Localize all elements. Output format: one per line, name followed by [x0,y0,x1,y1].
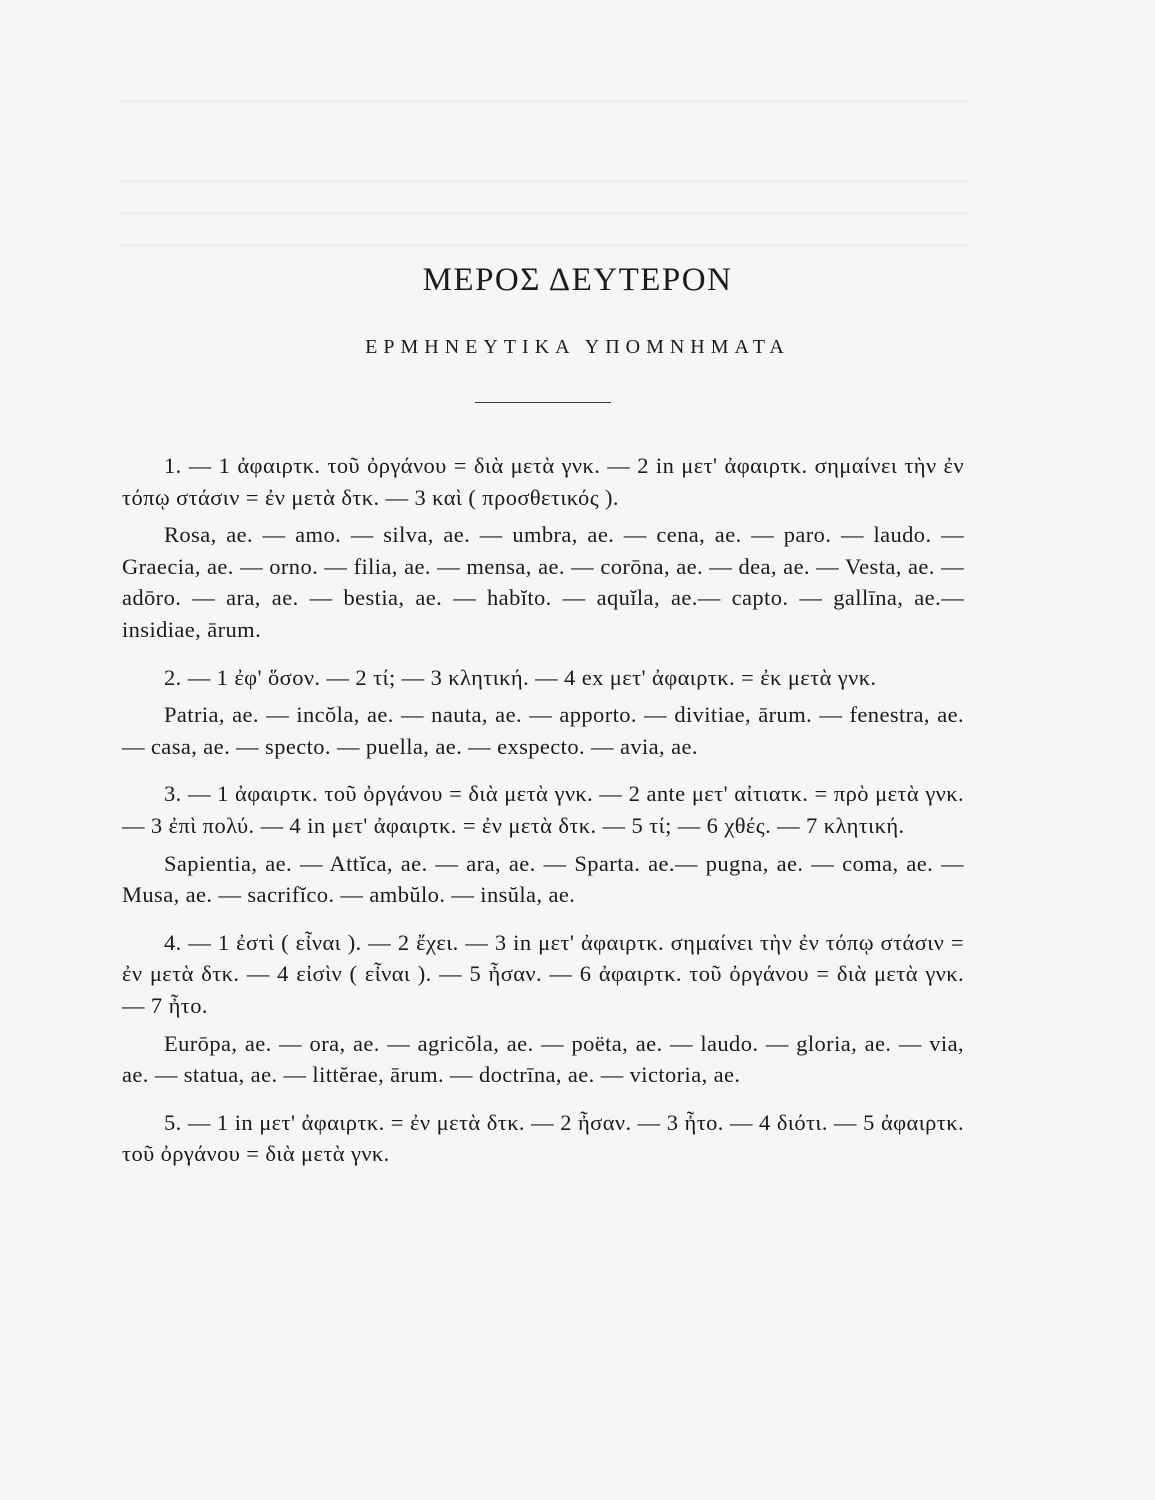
bleed-through-line [120,212,970,214]
lesson-notes-text: — 1 ἀφαιρτκ. τοῦ ὀργάνου = διὰ μετὰ γνκ. — 2 ante μετ' αἰτιατκ. = πρὸ μετὰ γνκ. — 3 ἐπὶ πολύ. — 4 in μετ' ἀφαιρτκ. = ἐν μετὰ δτκ. — 5 τί; — 6 χθές. — 7 κλητική. [122,781,964,838]
lesson-notes [122,778,964,841]
section-title: ΕΡΜΗΝΕΥΤΙΚΑ ΥΠΟΜΝΗΜΑΤΑ [365,336,790,358]
bleed-through-line [120,100,970,102]
lesson-number: 4. [164,929,182,955]
lesson-5 [122,1107,964,1170]
bleed-through-line [120,244,970,246]
lesson-vocabulary: Patria, ae. — incŏla, ae. — nauta, ae. — apporto. — divitiae, ārum. — fenestra, ae. — casa, ae. — specto. — puella, ae. — exspecto. — avia, ae. [122,702,964,759]
lesson-notes-text: — 1 ἐφ' ὅσον. — 2 τί; — 3 κλητική. — 4 ex μετ' ἀφαιρτκ. = ἐκ μετὰ γνκ. [187,664,877,690]
page-body [122,450,964,1176]
lesson-3 [122,778,964,910]
lesson-vocabulary: Sapientia, ae. — Attĭca, ae. — ara, ae. — Sparta. ae.— pugna, ae. — coma, ae. — Musa, ae. — sacrifĭco. — ambŭlo. — insŭla, ae. [122,850,964,908]
lesson-notes-text: — 1 ἀφαιρτκ. τοῦ ὀργάνου = διὰ μετὰ γνκ. — 2 in μετ' ἀφαιρτκ. σημαίνει τὴν ἐν τόπῳ στάσιν = ἐν μετὰ δτκ. — 3 καὶ ( προσθετικός ). [122,453,964,510]
part-title: ΜΕΡΟΣ ΔΕΥΤΕΡΟΝ [422,262,733,298]
lesson-notes [122,927,964,1022]
title-divider [475,402,611,403]
lesson-number: 3. [164,781,182,807]
lesson-notes [122,662,964,694]
lesson-number: 2. [164,664,182,690]
lesson-vocabulary: Rosa, ae. — amo. — silva, ae. — umbra, ae. — cena, ae. — paro. — laudo. — Graecia, ae. — orno. — filia, ae. — mensa, ae. — corōna, ae. — dea, ae. — Vesta, ae. — adōro. — ara, ae. — bestia, ae. — habĭto. — aquĭla, ae.— capto. — gallīna, ae.— insidiae, ārum. [122,522,964,642]
lesson-4 [122,927,964,1091]
lesson-notes-text: — 1 ἐστὶ ( εἶναι ). — 2 ἔχει. — 3 in μετ' ἀφαιρτκ. σημαίνει τὴν ἐν τόπῳ στάσιν = ἐν μετὰ δτκ. — 4 εἰσὶν ( εἶναι ). — 5 ἦσαν. — 6 ἀφαιρτκ. τοῦ ὀργάνου = διὰ μετὰ γνκ. — 7 ἦτο. [122,929,964,1018]
lesson-1 [122,450,964,646]
lesson-2 [122,662,964,763]
lesson-vocabulary: Eurōpa, ae. — ora, ae. — agricŏla, ae. — poëta, ae. — laudo. — gloria, ae. — via, ae. — statua, ae. — littĕrae, ārum. — doctrīna, ae. — victoria, ae. [122,1030,964,1088]
lesson-notes [122,1107,964,1170]
lesson-number: 5. [164,1109,182,1135]
lesson-notes-text: — 1 in μετ' ἀφαιρτκ. = ἐν μετὰ δτκ. — 2 ἦσαν. — 3 ἦτο. — 4 διότι. — 5 ἀφαιρτκ. τοῦ ὀργάνου = διὰ μετὰ γνκ. [122,1109,964,1167]
lesson-notes [122,450,964,513]
lesson-number: 1. [164,453,182,478]
bleed-through-line [120,180,970,182]
